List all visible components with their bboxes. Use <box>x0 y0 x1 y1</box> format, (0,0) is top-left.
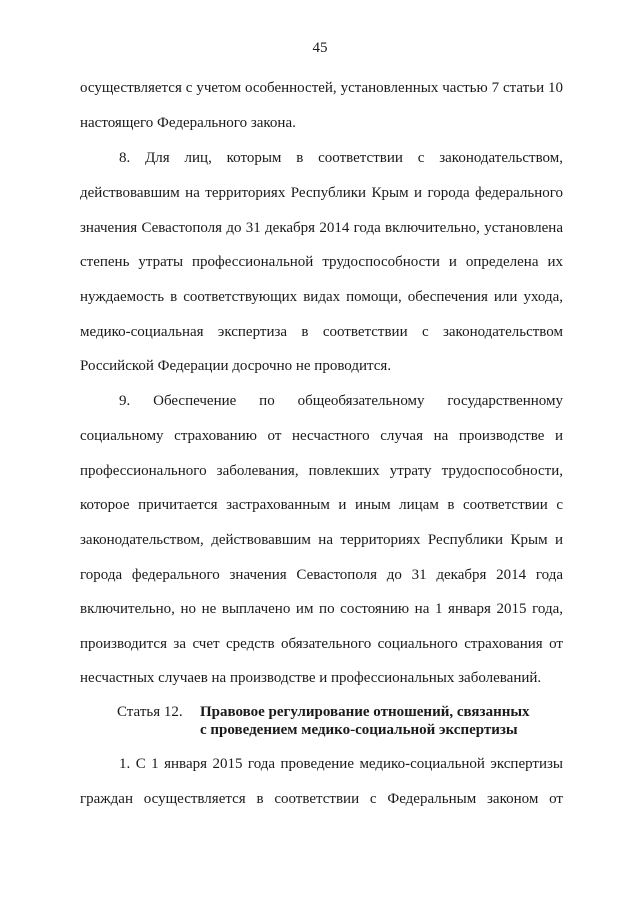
text-line: Российской Федерации досрочно не проводится. <box>80 358 392 374</box>
article-title-line: Правовое регулирование отношений, связанных <box>200 704 530 720</box>
text-line: социальному страхованию от несчастного случая на производстве и <box>80 428 563 444</box>
article-title-line: с проведением медико-социальной экспертизы <box>200 722 518 738</box>
text-line: степень утраты профессиональной трудоспособности и определена их <box>80 254 563 270</box>
text-line: осуществляется с учетом особенностей, установленных частью 7 статьи 10 <box>80 80 563 96</box>
text-line: нуждаемость в соответствующих видах помощи, обеспечения или ухода, <box>80 289 563 305</box>
page-number: 45 <box>312 40 328 56</box>
text-line: несчастных случаев на производстве и профессиональных заболеваний. <box>80 670 542 686</box>
text-line: медико-социальная экспертиза в соответствии с законодательством <box>80 324 563 340</box>
text-line: граждан осуществляется в соответствии с Федеральным законом от <box>80 791 563 807</box>
text-line: города федерального значения Севастополя до 31 декабря 2014 года <box>80 567 563 583</box>
text-line: действовавшим на территориях Республики Крым и города федерального <box>80 185 563 201</box>
text-line: 9. Обеспечение по общеобязательному государственному <box>119 393 563 409</box>
text-line: законодательством, действовавшим на территориях Республики Крым и <box>80 532 563 548</box>
text-line: профессионального заболевания, повлекших утрату трудоспособности, <box>80 463 563 479</box>
text-line: 8. Для лиц, которым в соответствии с законодательством, <box>119 150 563 166</box>
article-label: Статья 12. <box>117 704 183 720</box>
text-line: настоящего Федерального закона. <box>80 115 296 131</box>
text-line: производится за счет средств обязательного социального страхования от <box>80 636 563 652</box>
text-line: включительно, но не выплачено им по состоянию на 1 января 2015 года, <box>80 601 563 617</box>
text-line: значения Севастополя до 31 декабря 2014 года включительно, установлена <box>80 220 563 236</box>
text-line: которое причитается застрахованным и иным лицам в соответствии с <box>80 497 563 513</box>
text-line: 1. С 1 января 2015 года проведение медико-социальной экспертизы <box>119 756 563 772</box>
